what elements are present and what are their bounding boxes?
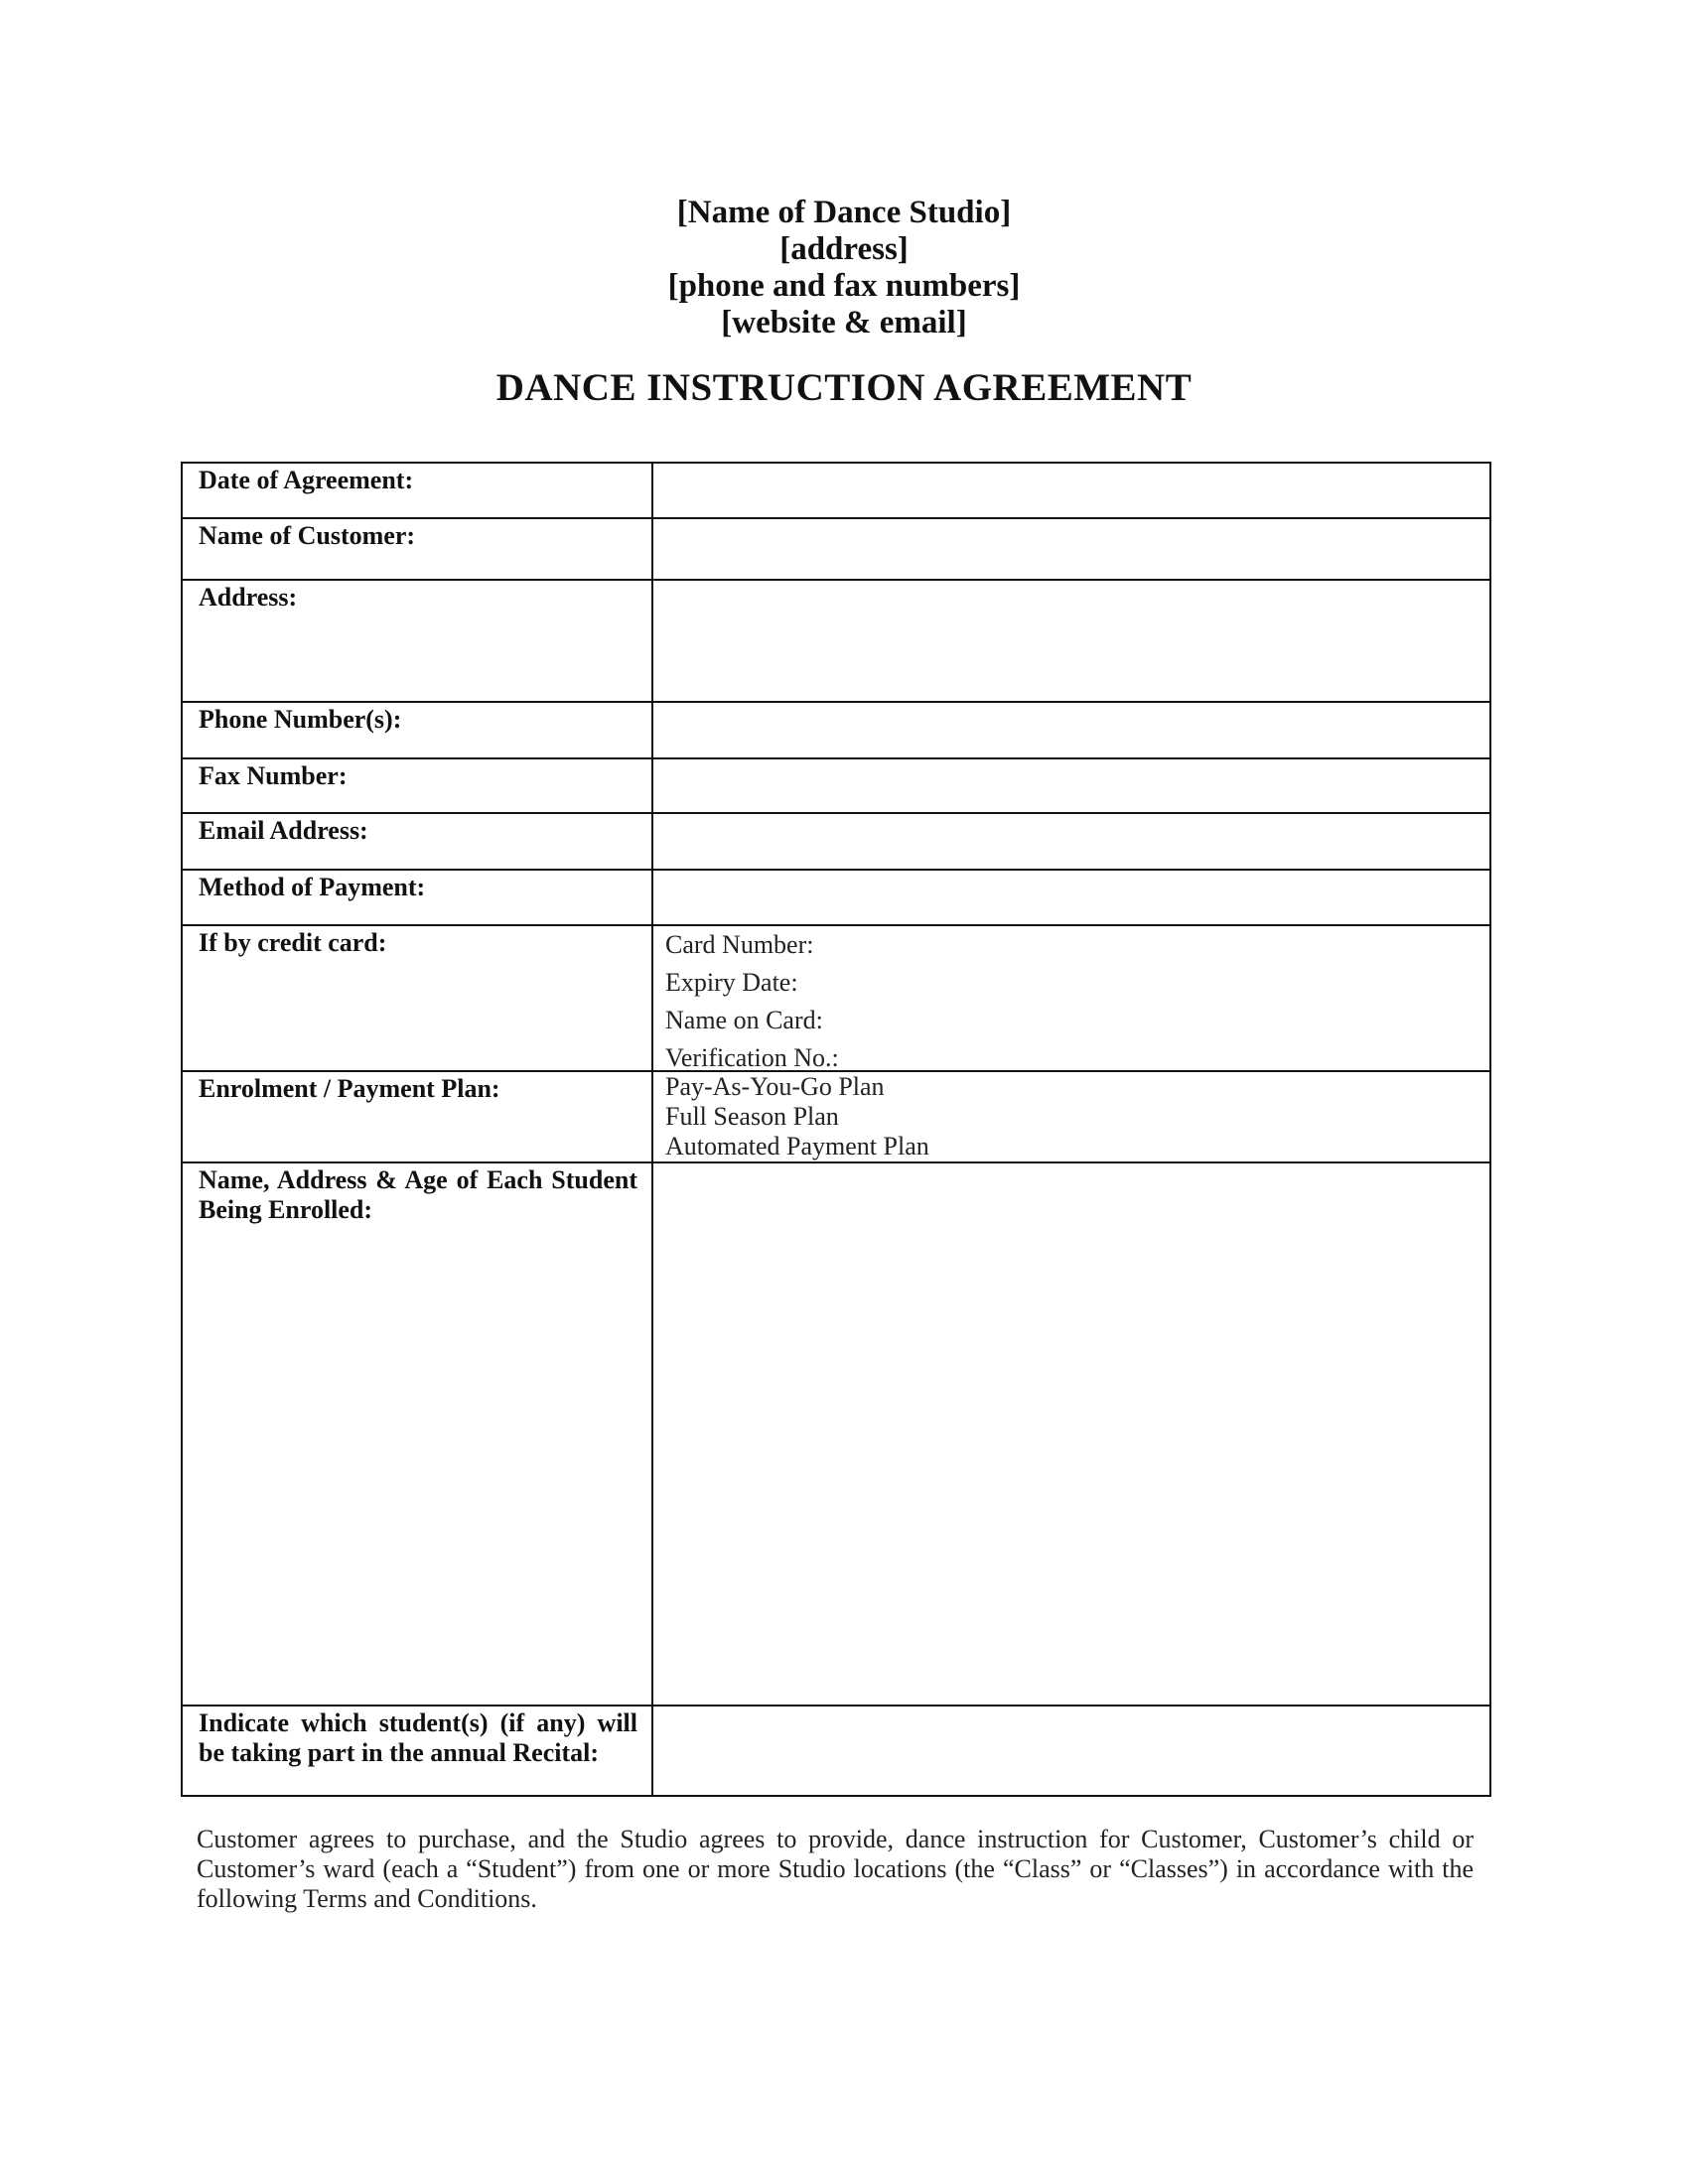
agreement-intro-paragraph: Customer agrees to purchase, and the Studio agrees to provide, dance instruction for Customer, Customer’s child or Customer’s ward (each a “Student”) from one or more Studio locations (the “Class” or “Classes”) in accordance with the following Terms and Conditions. — [197, 1825, 1474, 1913]
field-email[interactable] — [653, 814, 1489, 869]
field-recital[interactable] — [653, 1706, 1489, 1795]
label-name-of-customer: Name of Customer: — [183, 519, 653, 579]
field-fax[interactable] — [653, 759, 1489, 812]
label-students: Name, Address & Age of Each Student Being Enrolled: — [183, 1163, 653, 1705]
label-date-of-agreement: Date of Agreement: — [183, 464, 653, 517]
field-method-of-payment[interactable] — [653, 871, 1489, 924]
studio-web-email: [website & email] — [721, 305, 967, 341]
field-phone[interactable] — [653, 703, 1489, 757]
row-payment-plan — [183, 1070, 1489, 1161]
payment-plan-options — [653, 1072, 1489, 1161]
row-address — [183, 579, 1489, 701]
credit-card-fields — [653, 926, 1489, 1070]
row-name-of-customer — [183, 517, 1489, 579]
row-method-of-payment — [183, 869, 1489, 924]
field-name-of-customer[interactable] — [653, 519, 1489, 579]
field-card-number[interactable]: Card Number: — [665, 930, 814, 959]
label-address: Address: — [183, 581, 653, 701]
option-pay-as-you-go[interactable]: Pay-As-You-Go Plan — [665, 1072, 885, 1101]
studio-phone-fax: [phone and fax numbers] — [667, 268, 1021, 304]
field-verification-no[interactable]: Verification No.: — [665, 1043, 839, 1072]
field-students[interactable] — [653, 1163, 1489, 1705]
studio-name: [Name of Dance Studio] — [676, 195, 1012, 230]
label-payment-plan: Enrolment / Payment Plan: — [183, 1072, 653, 1161]
row-date-of-agreement — [183, 464, 1489, 517]
row-email — [183, 812, 1489, 869]
field-date-of-agreement[interactable] — [653, 464, 1489, 517]
row-phone — [183, 701, 1489, 757]
label-recital: Indicate which student(s) (if any) will be taking part in the annual Recital: — [183, 1706, 653, 1795]
studio-header — [0, 195, 1688, 341]
label-phone: Phone Number(s): — [183, 703, 653, 757]
studio-address: [address] — [779, 231, 909, 267]
row-students — [183, 1161, 1489, 1705]
label-fax: Fax Number: — [183, 759, 653, 812]
row-credit-card — [183, 924, 1489, 1070]
label-credit-card: If by credit card: — [183, 926, 653, 1070]
field-name-on-card[interactable]: Name on Card: — [665, 1006, 823, 1034]
option-automated-payment[interactable]: Automated Payment Plan — [665, 1132, 929, 1160]
row-recital — [183, 1705, 1489, 1795]
agreement-form-table — [181, 462, 1491, 1797]
row-fax — [183, 757, 1489, 812]
field-expiry-date[interactable]: Expiry Date: — [665, 968, 798, 997]
field-address[interactable] — [653, 581, 1489, 701]
option-full-season[interactable]: Full Season Plan — [665, 1102, 839, 1131]
document-title: DANCE INSTRUCTION AGREEMENT — [495, 366, 1193, 409]
label-email: Email Address: — [183, 814, 653, 869]
label-method-of-payment: Method of Payment: — [183, 871, 653, 924]
